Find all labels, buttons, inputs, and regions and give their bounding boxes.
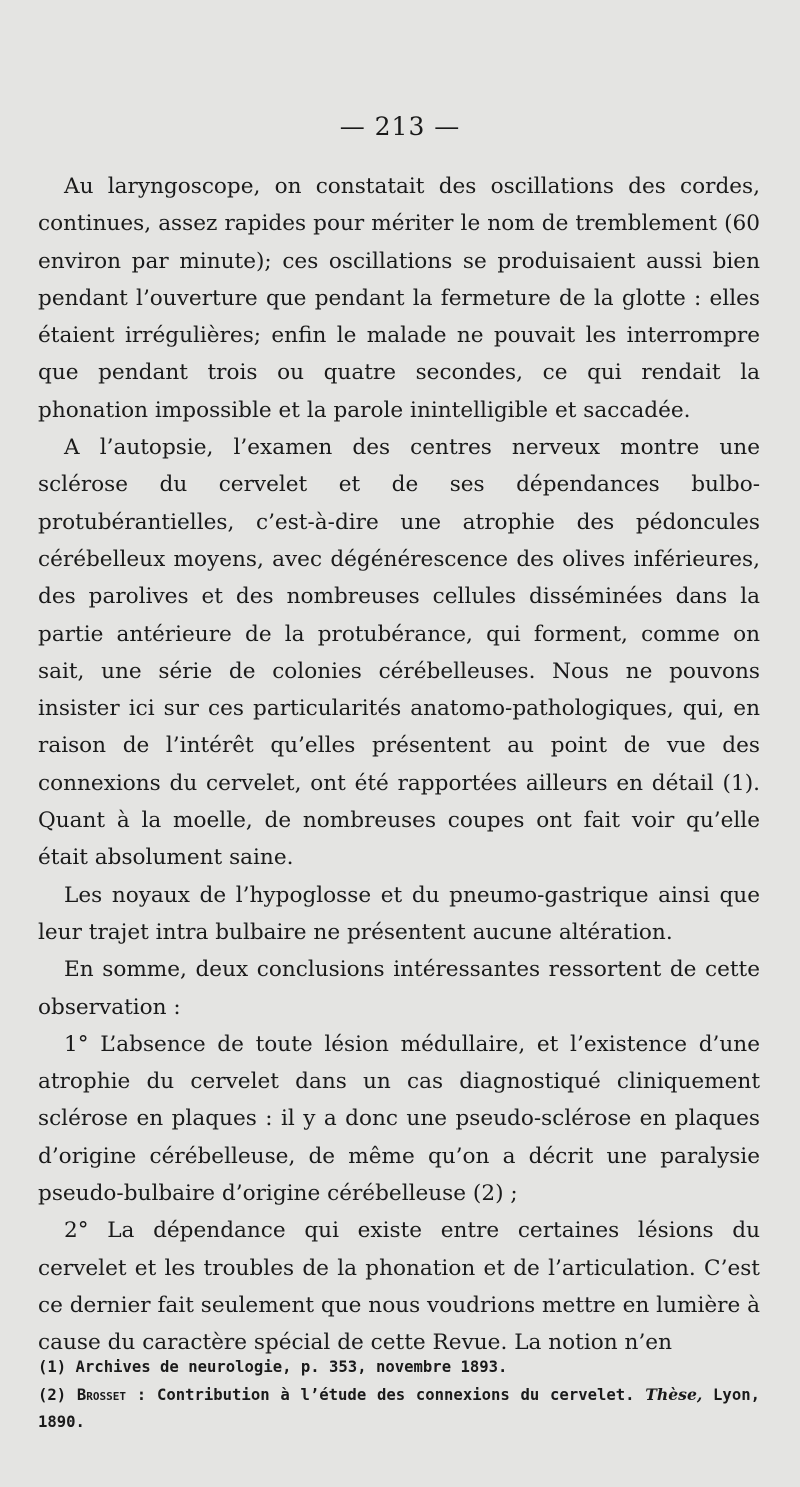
paragraph-autopsie: A l’autopsie, l’examen des centres nerveux montre une sclérose du cervelet et de ses dépendances bulbo-protubérantielles, c’est-à-dire une atrophie des pédoncules cérébelleux moyens, avec dégénérescence des olives inférieures, des parolives et des nombreuses cellules disséminées dans la partie antérieure de la protubérance, qui forment, comme on sait, une série de colonies cérébelleuses. Nous ne pouvons insister ici sur ces particularités anatomo-pathologiques, qui, en raison de l’intérêt qu’elles présentent au point de vue des connexions du cervelet, ont été rapportées ailleurs en détail (1). Quant à la moelle, de nombreuses coupes ont fait voir qu’elle était absolument saine. bbox=[38, 435, 760, 871]
footnote-2-end: Lyon, 1890. bbox=[38, 1386, 760, 1431]
body-text bbox=[38, 168, 760, 1362]
footnote-2-number: (2) bbox=[38, 1386, 77, 1404]
page-number: — 213 — bbox=[339, 112, 461, 141]
footnote-2-text: : Contribution à l’étude des connexions du cervelet. bbox=[126, 1386, 646, 1404]
footnotes bbox=[38, 1354, 760, 1436]
footnote-2-italic: Thèse, bbox=[645, 1385, 703, 1404]
footnote-2-author: Brosset bbox=[76, 1386, 127, 1404]
paragraph-conclusion-2: 2° La dépendance qui existe entre certaines lésions du cervelet et les troubles de la phonation et de l’articulation. C’est ce dernier fait seulement que nous voudrions mettre en lumière à cause du caractère spécial de cette Revue. La notion n’en bbox=[38, 1218, 760, 1356]
paragraph-noyaux: Les noyaux de l’hypoglosse et du pneumo-gastrique ainsi que leur trajet intra bulbaire ne présentent aucune altération. bbox=[38, 882, 760, 945]
footnote-1: (1) Archives de neurologie, p. 353, novembre 1893. bbox=[38, 1358, 508, 1376]
paragraph-en-somme: En somme, deux conclusions intéressantes ressortent de cette observation : bbox=[38, 957, 760, 1020]
paragraph-laryngoscope: Au laryngoscope, on constatait des oscillations des cordes, continues, assez rapides pour mériter le nom de tremblement (60 environ par minute); ces oscillations se produisaient aussi bien pendant l’ouverture que pendant la fermeture de la glotte : elles étaient irrégulières; enfin le malade ne pouvait les interrompre que pendant trois ou quatre secondes, ce qui rendait la phonation impossible et la parole inintelligible et saccadée. bbox=[38, 174, 760, 423]
footnote-2 bbox=[38, 1381, 760, 1436]
paragraph-conclusion-1: 1° L’absence de toute lésion médullaire, et l’existence d’une atrophie du cervelet dans un cas diagnostiqué cliniquement sclérose en plaques : il y a donc une pseudo-sclérose en plaques d’origine cérébelleuse, de même qu’on a décrit une paralysie pseudo-bulbaire d’origine cérébelleuse (2) ; bbox=[38, 1031, 760, 1207]
